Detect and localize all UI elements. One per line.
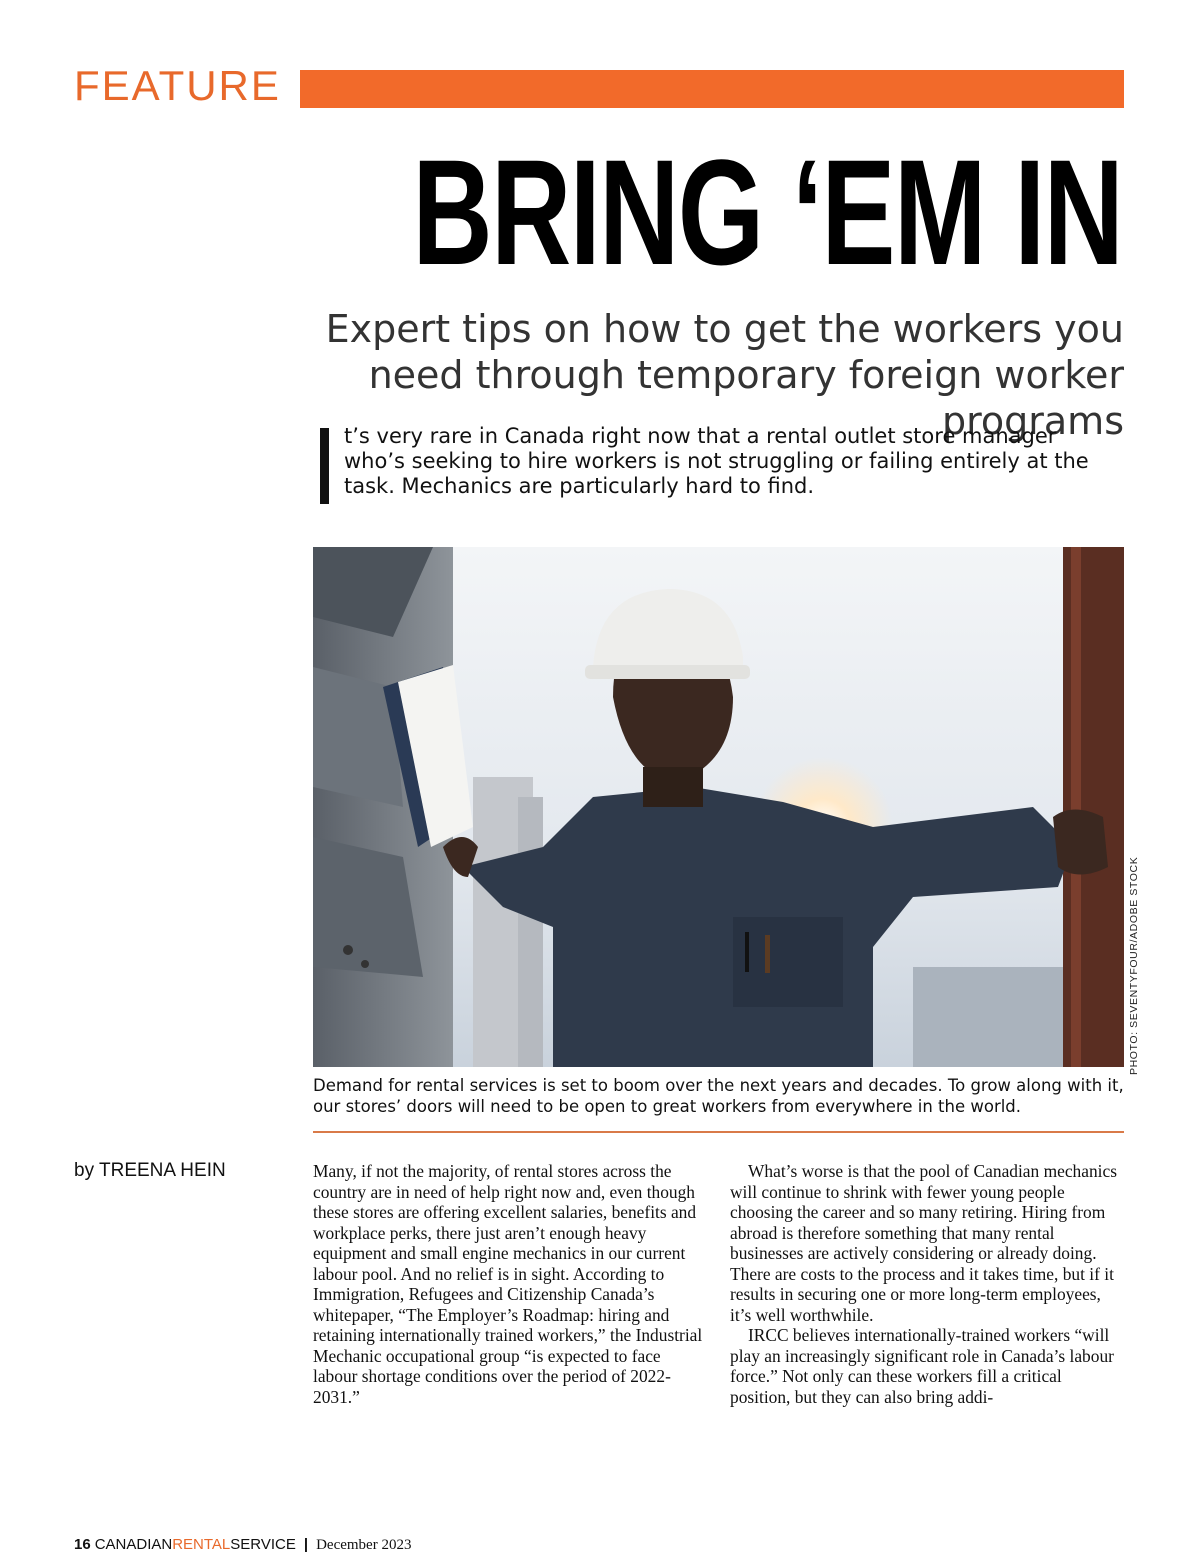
footer-separator: | (303, 1536, 309, 1553)
brand-rental: RENTAL (172, 1536, 231, 1553)
body-paragraph: IRCC believes internationally-trained workers “will play an increasingly significant role in Canada’s labour force.” Not only can these workers fill a critical position, but they can also bring addi- (730, 1325, 1114, 1407)
photo-credit: PHOTO: SEVENTYFOUR/ADOBE STOCK (1128, 856, 1140, 1075)
section-accent-bar (300, 70, 1124, 108)
worker-photo-illustration (313, 547, 1124, 1067)
photo-caption: Demand for rental services is set to boom over the next years and decades. To grow along with it, our stores’ doors will need to be open to great workers from everywhere in the world. (313, 1076, 1124, 1116)
intro-text: t’s very rare in Canada right now that a rental outlet store manager who’s seeking to hire workers is not struggling or failing entirely at the task. Mechanics are particularly hard to find. (344, 424, 1089, 498)
page-number: 16 (74, 1536, 91, 1553)
byline: by TREENA HEIN (74, 1160, 226, 1181)
section-label: FEATURE (74, 62, 281, 109)
dek: Expert tips on how to get the workers you need through temporary foreign worker programs (325, 307, 1124, 443)
feature-photo (313, 547, 1124, 1067)
body-paragraph: Many, if not the majority, of rental stores across the country are in need of help right now and, even though these stores are offering excellent salaries, benefits and workplace perks, there just aren’t enough heavy equipment and small engine mechanics in our current labour pool. And no relief is in sight. According to Immigration, Refugees and Citizenship Canada’s whitepaper, “The Employer’s Roadmap: hiring and retaining internationally trained workers,” the Industrial Mechanic occupational group “is expected to face labour shortage conditions over the period of 2022-2031.” (313, 1161, 703, 1407)
drop-cap-i (320, 428, 329, 504)
body-column-1 (313, 1161, 708, 1407)
caption-rule (313, 1131, 1124, 1133)
brand-canadian: CANADIAN (94, 1536, 173, 1553)
intro (320, 424, 1110, 499)
body-paragraph: What’s worse is that the pool of Canadian mechanics will continue to shrink with fewer young people choosing the career and so many retiring. Hiring from abroad is therefore something that many rental businesses are actively considering or already doing. There are costs to the process and it takes time, but if it results in securing one or more long-term employees, it’s well worthwhile. (730, 1161, 1117, 1325)
page-footer (74, 1536, 411, 1554)
headline: BRING ‘EM IN (412, 128, 1122, 296)
body-column-2 (730, 1161, 1125, 1407)
issue-date: December 2023 (316, 1537, 412, 1553)
brand-service: SERVICE (230, 1536, 296, 1553)
